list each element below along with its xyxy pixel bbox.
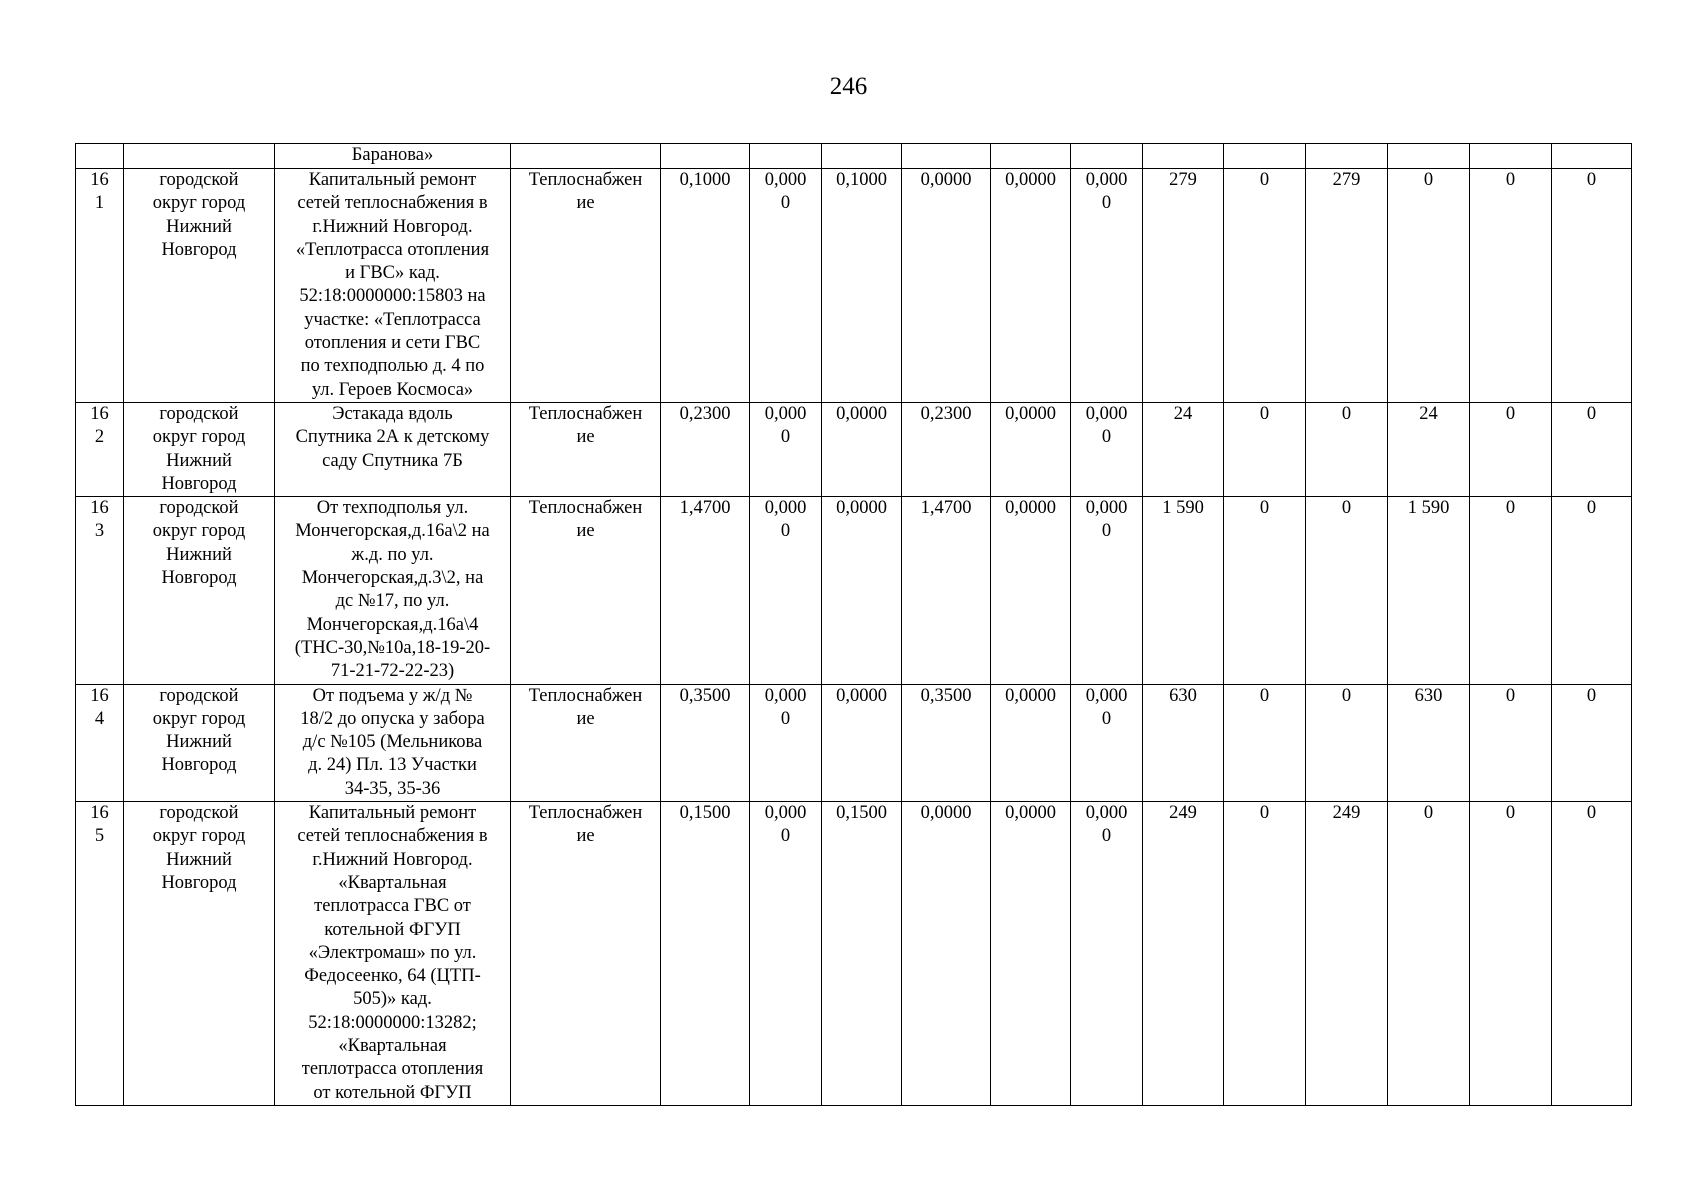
row-number-cell bbox=[76, 402, 124, 496]
cost-d-cell-text: 0 bbox=[1505, 685, 1516, 706]
cost-d-cell bbox=[1470, 144, 1552, 169]
length-c-cell bbox=[902, 497, 991, 684]
cost-e-cell-text: 0 bbox=[1586, 685, 1597, 706]
cost-c-cell-text: 1 590 bbox=[1407, 498, 1450, 519]
cost-d-cell bbox=[1470, 684, 1552, 801]
cost-b-cell bbox=[1306, 684, 1388, 801]
row-number-cell-text: 16 3 bbox=[90, 498, 109, 542]
municipality-cell-text: городской округ город Нижний Новгород bbox=[152, 403, 246, 494]
length-total-cell-text: 0,3500 bbox=[679, 685, 731, 706]
supply-type-cell-text: Теплоснабжен ие bbox=[528, 685, 643, 729]
length-total-cell bbox=[661, 802, 750, 1106]
row-number-cell-text: 16 5 bbox=[90, 803, 109, 847]
row-number-cell bbox=[76, 684, 124, 801]
municipality-cell-text: городской округ город Нижний Новгород bbox=[152, 498, 246, 589]
cost-c-cell-text: 630 bbox=[1414, 685, 1443, 706]
length-a-cell bbox=[750, 169, 822, 403]
cost-a-cell-text: 0 bbox=[1259, 403, 1270, 424]
length-d-cell bbox=[991, 497, 1071, 684]
municipality-cell bbox=[124, 169, 275, 403]
length-a-cell-text: 0,000 0 bbox=[764, 685, 807, 729]
cost-d-cell bbox=[1470, 169, 1552, 403]
table-row bbox=[76, 402, 1632, 496]
object-name-cell-text: Капитальный ремонт сетей теплоснабжения в г.Нижний Новгород. «Квартальная теплотрасса ГВС от котельной ФГУП «Электромаш» по ул. Федосеенко, 64 (ЦТП- 505)» кад. 52:18:0000000:13282; «Квартальная теплотрасса отопления от котельной ФГУП bbox=[297, 803, 488, 1103]
cost-a-cell bbox=[1224, 402, 1306, 496]
cost-d-cell bbox=[1470, 802, 1552, 1106]
length-b-cell-text: 0,1000 bbox=[836, 170, 887, 190]
length-d-cell bbox=[991, 144, 1071, 169]
length-e-cell bbox=[1071, 402, 1143, 496]
cost-c-cell bbox=[1388, 144, 1470, 169]
data-table bbox=[75, 143, 1632, 1106]
cost-b-cell bbox=[1306, 497, 1388, 684]
object-name-cell bbox=[275, 684, 511, 801]
municipality-cell-text: городской округ город Нижний Новгород bbox=[152, 685, 246, 776]
cost-a-cell bbox=[1224, 802, 1306, 1106]
cost-c-cell-text: 0 bbox=[1423, 170, 1434, 190]
table-row bbox=[76, 497, 1632, 684]
cost-e-cell bbox=[1552, 144, 1632, 169]
length-b-cell bbox=[822, 497, 902, 684]
cost-d-cell bbox=[1470, 402, 1552, 496]
length-a-cell bbox=[750, 802, 822, 1106]
cost-total-cell bbox=[1143, 802, 1224, 1106]
length-total-cell bbox=[661, 684, 750, 801]
length-e-cell bbox=[1071, 144, 1143, 169]
cost-e-cell bbox=[1552, 497, 1632, 684]
row-number-cell bbox=[76, 497, 124, 684]
length-b-cell bbox=[822, 802, 902, 1106]
cost-total-cell-text: 249 bbox=[1169, 803, 1197, 824]
length-total-cell bbox=[661, 144, 750, 169]
length-d-cell-text: 0,0000 bbox=[1005, 170, 1056, 190]
cost-b-cell-text: 0 bbox=[1341, 498, 1352, 519]
length-b-cell bbox=[822, 684, 902, 801]
table-row bbox=[76, 684, 1632, 801]
object-name-cell bbox=[275, 169, 511, 403]
cost-b-cell-text: 279 bbox=[1332, 170, 1361, 190]
length-c-cell-text: 0,0000 bbox=[920, 170, 972, 190]
cost-total-cell-text: 1 590 bbox=[1162, 498, 1204, 519]
cost-total-cell bbox=[1143, 169, 1224, 403]
cost-c-cell bbox=[1388, 402, 1470, 496]
cost-e-cell bbox=[1552, 402, 1632, 496]
length-b-cell-text: 0,0000 bbox=[836, 403, 887, 424]
cost-total-cell bbox=[1143, 684, 1224, 801]
object-name-cell-text: Капитальный ремонт сетей теплоснабжения в г.Нижний Новгород. «Теплотрасса отопления и ГВС» кад. 52:18:0000000:15803 на участке: «Теплотрасса отопления и сети ГВС по техподполью д. 4 по ул. Героев Космоса» bbox=[295, 170, 490, 400]
table-row bbox=[76, 144, 1632, 169]
row-number-cell bbox=[76, 802, 124, 1106]
object-name-cell-text: От подъема у ж/д № 18/2 до опуска у забора д/с №105 (Мельникова д. 24) Пл. 13 Участки 34-35, 35-36 bbox=[300, 685, 485, 799]
cost-d-cell-text: 0 bbox=[1505, 403, 1516, 424]
length-b-cell-text: 0,0000 bbox=[836, 685, 887, 706]
length-c-cell bbox=[902, 684, 991, 801]
supply-type-cell bbox=[511, 684, 661, 801]
length-a-cell bbox=[750, 402, 822, 496]
length-b-cell bbox=[822, 402, 902, 496]
length-total-cell-text: 1,4700 bbox=[679, 498, 731, 519]
length-e-cell-text: 0,000 0 bbox=[1085, 403, 1128, 448]
length-a-cell-text: 0,000 0 bbox=[764, 803, 807, 847]
supply-type-cell bbox=[511, 497, 661, 684]
length-a-cell-text: 0,000 0 bbox=[764, 403, 807, 448]
municipality-cell bbox=[124, 497, 275, 684]
object-name-cell bbox=[275, 497, 511, 684]
object-name-cell bbox=[275, 402, 511, 496]
cost-b-cell bbox=[1306, 169, 1388, 403]
table-row bbox=[76, 169, 1632, 403]
object-name-cell-text: От техподполья ул. Мончегорская,д.16а\2 на ж.д. по ул. Мончегорская,д.3\2, на дс №17, по ул. Мончегорская,д.16а\4 (ТНС-30,№10а,18-19-20- 71-21-72-22-23) bbox=[294, 498, 491, 682]
cost-total-cell-text: 630 bbox=[1169, 685, 1197, 706]
supply-type-cell-text: Теплоснабжен ие bbox=[528, 498, 643, 542]
length-c-cell-text: 1,4700 bbox=[920, 498, 972, 519]
length-d-cell bbox=[991, 169, 1071, 403]
length-e-cell bbox=[1071, 497, 1143, 684]
length-d-cell-text: 0,0000 bbox=[1005, 498, 1056, 519]
cost-b-cell bbox=[1306, 144, 1388, 169]
length-c-cell bbox=[902, 144, 991, 169]
cost-e-cell-text: 0 bbox=[1586, 498, 1597, 519]
length-d-cell-text: 0,0000 bbox=[1005, 803, 1056, 824]
cost-a-cell bbox=[1224, 497, 1306, 684]
length-total-cell-text: 0,1500 bbox=[679, 803, 731, 824]
length-d-cell-text: 0,0000 bbox=[1005, 685, 1056, 706]
cost-b-cell-text: 0 bbox=[1341, 403, 1352, 424]
supply-type-cell-text: Теплоснабжен ие bbox=[528, 403, 643, 448]
length-total-cell-text: 0,1000 bbox=[679, 170, 731, 190]
cost-e-cell bbox=[1552, 169, 1632, 403]
cost-a-cell-text: 0 bbox=[1259, 685, 1270, 706]
cost-c-cell-text: 0 bbox=[1423, 803, 1434, 824]
length-e-cell-text: 0,000 0 bbox=[1085, 170, 1128, 214]
cost-a-cell bbox=[1224, 144, 1306, 169]
row-number-cell-text: 16 1 bbox=[90, 170, 109, 214]
cost-b-cell bbox=[1306, 802, 1388, 1106]
cost-d-cell-text: 0 bbox=[1505, 803, 1516, 824]
cost-c-cell-text: 24 bbox=[1419, 403, 1438, 424]
object-name-cell-text: Эстакада вдоль Спутника 2А к детскому саду Спутника 7Б bbox=[295, 403, 490, 471]
cost-d-cell-text: 0 bbox=[1505, 498, 1516, 519]
page-number: 246 bbox=[829, 73, 868, 100]
length-c-cell-text: 0,2300 bbox=[920, 403, 972, 424]
length-a-cell-text: 0,000 0 bbox=[764, 170, 807, 214]
supply-type-cell-text: Теплоснабжен ие bbox=[528, 170, 643, 214]
cost-e-cell-text: 0 bbox=[1586, 403, 1597, 424]
cost-total-cell-text: 279 bbox=[1169, 170, 1197, 190]
length-e-cell-text: 0,000 0 bbox=[1085, 685, 1128, 729]
supply-type-cell bbox=[511, 802, 661, 1106]
cost-b-cell bbox=[1306, 402, 1388, 496]
length-total-cell bbox=[661, 497, 750, 684]
cost-a-cell bbox=[1224, 169, 1306, 403]
length-c-cell-text: 0,3500 bbox=[920, 685, 972, 706]
length-a-cell bbox=[750, 497, 822, 684]
municipality-cell-text: городской округ город Нижний Новгород bbox=[152, 170, 246, 260]
supply-type-cell-text: Теплоснабжен ие bbox=[528, 803, 643, 847]
municipality-cell bbox=[124, 144, 275, 169]
cost-d-cell bbox=[1470, 497, 1552, 684]
length-a-cell-text: 0,000 0 bbox=[764, 498, 807, 542]
length-c-cell bbox=[902, 802, 991, 1106]
cost-b-cell-text: 249 bbox=[1332, 803, 1361, 824]
cost-c-cell bbox=[1388, 169, 1470, 403]
table-row bbox=[76, 802, 1632, 1106]
cost-total-cell bbox=[1143, 402, 1224, 496]
length-total-cell-text: 0,2300 bbox=[679, 403, 731, 424]
object-name-cell-text: Баранова» bbox=[351, 145, 434, 165]
object-name-cell bbox=[275, 144, 511, 169]
cost-e-cell-text: 0 bbox=[1586, 170, 1597, 190]
cost-total-cell-text: 24 bbox=[1173, 403, 1193, 424]
cost-b-cell-text: 0 bbox=[1341, 685, 1352, 706]
supply-type-cell bbox=[511, 169, 661, 403]
cost-a-cell-text: 0 bbox=[1259, 170, 1270, 190]
length-c-cell bbox=[902, 402, 991, 496]
cost-a-cell bbox=[1224, 684, 1306, 801]
length-b-cell-text: 0,1500 bbox=[836, 803, 887, 824]
length-e-cell-text: 0,000 0 bbox=[1085, 498, 1128, 542]
length-b-cell-text: 0,0000 bbox=[836, 498, 887, 519]
municipality-cell-text: городской округ город Нижний Новгород bbox=[152, 803, 246, 893]
length-d-cell-text: 0,0000 bbox=[1005, 403, 1056, 424]
row-number-cell bbox=[76, 169, 124, 403]
cost-total-cell bbox=[1143, 144, 1224, 169]
length-b-cell bbox=[822, 144, 902, 169]
length-e-cell bbox=[1071, 802, 1143, 1106]
cost-a-cell-text: 0 bbox=[1259, 803, 1270, 824]
cost-d-cell-text: 0 bbox=[1505, 170, 1516, 190]
cost-e-cell bbox=[1552, 684, 1632, 801]
length-total-cell bbox=[661, 402, 750, 496]
length-d-cell bbox=[991, 802, 1071, 1106]
cost-c-cell bbox=[1388, 497, 1470, 684]
row-number-cell-text: 16 4 bbox=[90, 685, 109, 729]
municipality-cell bbox=[124, 802, 275, 1106]
cost-c-cell bbox=[1388, 802, 1470, 1106]
length-e-cell bbox=[1071, 684, 1143, 801]
municipality-cell bbox=[124, 684, 275, 801]
length-c-cell bbox=[902, 169, 991, 403]
municipality-cell bbox=[124, 402, 275, 496]
object-name-cell bbox=[275, 802, 511, 1106]
length-total-cell bbox=[661, 169, 750, 403]
cost-e-cell bbox=[1552, 802, 1632, 1106]
length-d-cell bbox=[991, 402, 1071, 496]
length-a-cell bbox=[750, 684, 822, 801]
cost-total-cell bbox=[1143, 497, 1224, 684]
supply-type-cell bbox=[511, 144, 661, 169]
row-number-cell-text: 16 2 bbox=[90, 403, 109, 448]
length-a-cell bbox=[750, 144, 822, 169]
length-c-cell-text: 0,0000 bbox=[920, 803, 972, 824]
cost-a-cell-text: 0 bbox=[1259, 498, 1270, 519]
row-number-cell bbox=[76, 144, 124, 169]
cost-c-cell bbox=[1388, 684, 1470, 801]
supply-type-cell bbox=[511, 402, 661, 496]
length-b-cell bbox=[822, 169, 902, 403]
length-e-cell-text: 0,000 0 bbox=[1085, 803, 1128, 847]
length-e-cell bbox=[1071, 169, 1143, 403]
cost-e-cell-text: 0 bbox=[1586, 803, 1597, 824]
length-d-cell bbox=[991, 684, 1071, 801]
